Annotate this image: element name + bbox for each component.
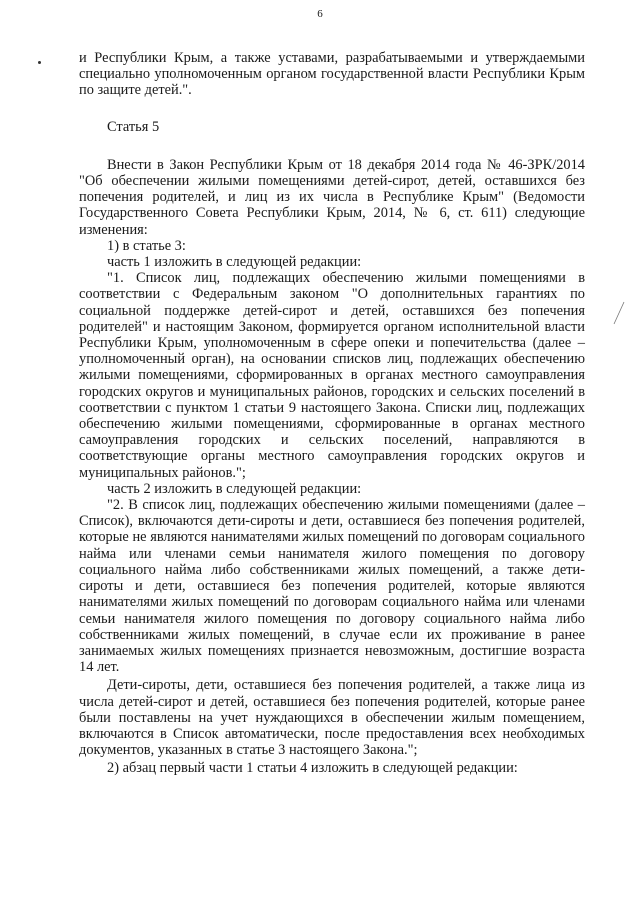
margin-pen-mark (612, 300, 626, 326)
paragraph-continuation: и Республики Крым, а также уставами, разрабатываемыми и утверждаемыми специально уполномоченным органом государственной власти Республики Крым по защите детей.". (79, 50, 585, 99)
paragraph-part-2-continuation: Дети-сироты, дети, оставшиеся без попечения родителей, а также лица из числа детей-сирот и детей, оставшиеся без попечения родителей, которые ранее были поставлены на учет нуждающихся в обеспечении жилым помещением, включаются в Список автоматически, после предоставления всех необходимых документов, указанных в статье 3 настоящего Закона."; (79, 677, 585, 759)
article-heading: Статья 5 (107, 118, 160, 135)
paragraph-part-2-text: "2. В список лиц, подлежащих обеспечению жилыми помещениями (далее – Список), включаются дети-сироты и дети, оставшиеся без попечения родителей, которые не являются нанимателями жилых помещений по договорам социального найма или членами семьи нанимателя жилого помещения по договору социального найма либо собственниками жилых помещений, а также дети-сироты и дети, оставшиеся без попечения родителей, которые являются нанимателями жилых помещений по договорам социального найма или членами семьи нанимателя жилого помещения по договору социального найма либо собственниками жилых помещений, в случае если их проживание в ранее занимаемых жилых помещениях признается невозможным, достигшие возраста 14 лет. (79, 497, 585, 676)
paragraph-item-1: 1) в статье 3: (107, 237, 186, 254)
paragraph-amendment-intro: Внести в Закон Республики Крым от 18 декабря 2014 года № 46-ЗРК/2014 "Об обеспечении жилыми помещениями детей-сирот, детей, оставшихся без попечения родителей, и лиц из их числа в Республике Крым" (Ведомости Государственного Совета Республики Крым, 2014, № 6, ст. 611) следующие изменения: (79, 156, 585, 238)
paragraph-part-2-intro: часть 2 изложить в следующей редакции: (107, 480, 362, 497)
paragraph-item-2: 2) абзац первый части 1 статьи 4 изложить в следующей редакции: (107, 760, 518, 777)
document-body (79, 50, 585, 777)
margin-dot (38, 61, 41, 64)
page-number: 6 (317, 8, 323, 20)
paragraph-part-1-text: "1. Список лиц, подлежащих обеспечению жилыми помещениями в соответствии с Федеральным законом "О дополнительных гарантиях по социальной поддержке детей-сирот и детей, оставшихся без попечения родителей" и настоящим Законом, формируется органом исполнительной власти Республики Крым, уполномоченным в сфере опеки и попечительства (далее – уполномоченный орган), на основании списков лиц, подлежащих обеспечению жилыми помещениями, сформированных в органах местного самоуправления городских округов и муниципальных районов, городских и сельских поселений в соответствии с пунктом 1 статьи 9 настоящего Закона. Списки лиц, подлежащих обеспечению жилыми помещениями, сформированные в органах местного самоуправления городских и сельских поселений, направляются в соответствующие органы местного самоуправления городских округов и муниципальных районов."; (79, 270, 585, 481)
paragraph-part-1-intro: часть 1 изложить в следующей редакции: (107, 254, 362, 271)
